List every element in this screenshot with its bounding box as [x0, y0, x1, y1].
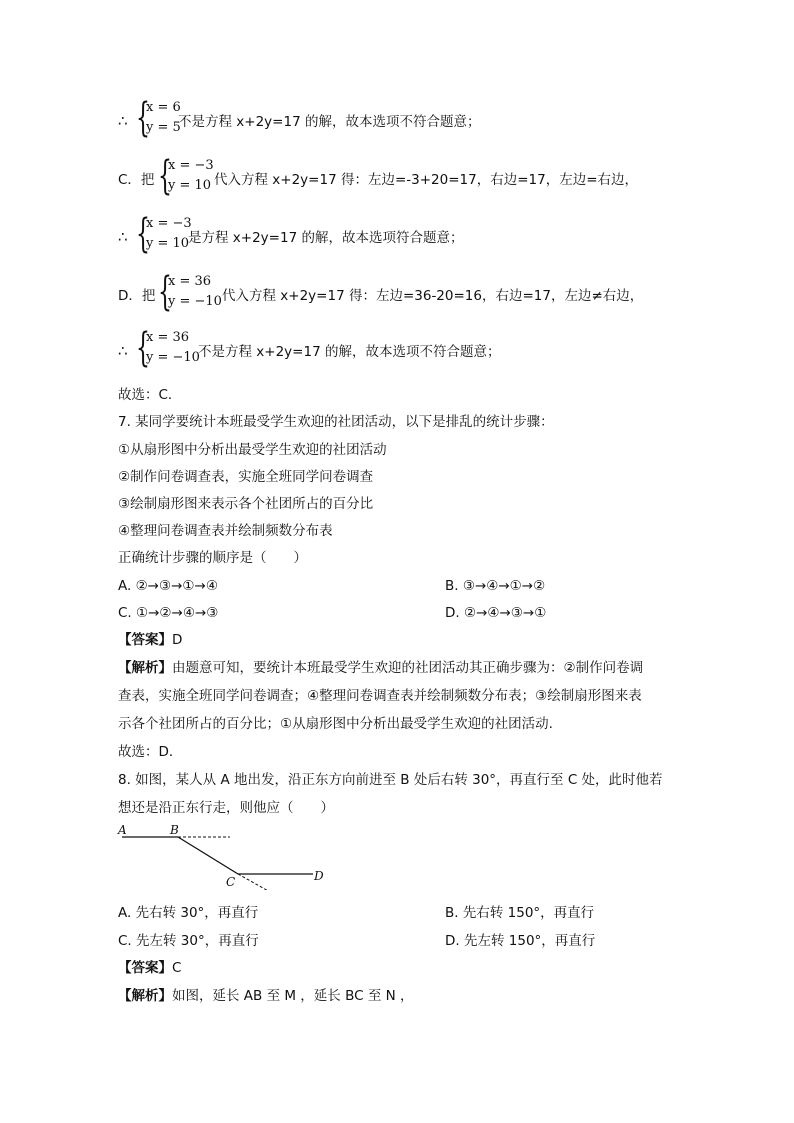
q6-d2-text: 不是方程 x+2y=17 的解，故本选项不符合题意；: [198, 344, 501, 360]
q8-option-b: B. 先右转 150°，再直行: [445, 905, 595, 921]
analysis-text: 如图，延长 AB 至 M ，延长 BC 至 N ，: [172, 988, 414, 1004]
equation-x: x = 6: [146, 100, 181, 115]
segment-bc: [178, 837, 238, 874]
answer-value: D: [172, 632, 183, 648]
equation-y: y = −10: [168, 294, 222, 309]
answer-label: 【答案】: [118, 632, 172, 648]
q7-option-b: B. ③→④→①→②: [445, 578, 546, 594]
q8-stem-1: 8. 如图，某人从 A 地出发，沿正东方向前进至 B 处后右转 30°，再直行至 C 处，此时他若: [118, 772, 663, 788]
q7-analysis-2: 查表，实施全班同学问卷调查；④整理问卷调查表并绘制频数分布表；③绘制扇形图来表: [118, 688, 642, 704]
q7-step-4: ④整理问卷调查表并绘制频数分布表: [118, 523, 333, 539]
brace: {: [136, 95, 150, 141]
q7-option-d: D. ②→④→③→①: [445, 605, 547, 621]
label-d: D: [314, 869, 324, 883]
therefore-symbol: ∴: [118, 342, 128, 360]
equation-x: x = 36: [146, 330, 190, 345]
q7-ask: 正确统计步骤的顺序是（ ）: [118, 550, 307, 566]
extension-cn: [238, 874, 272, 890]
q8-option-d: D. 先左转 150°，再直行: [445, 933, 596, 949]
q8-analysis: [118, 986, 414, 1006]
brace: {: [136, 211, 150, 257]
q8-option-c: C. 先左转 30°，再直行: [118, 933, 259, 949]
q7-choice: 故选：D．: [118, 744, 183, 760]
analysis-text: 由题意可知，要统计本班最受学生欢迎的社团活动其正确步骤为：②制作问卷调: [172, 660, 644, 676]
q6-c2-text: 是方程 x+2y=17 的解，故本选项符合题意；: [188, 230, 464, 246]
q6-d-text: 代入方程 x+2y=17 得：左边=36-20=16，右边=17，左边≠右边，: [222, 288, 644, 304]
q7-answer: [118, 630, 182, 650]
equation-y: y = 5: [146, 120, 181, 135]
q8-figure: [116, 820, 356, 890]
q8-option-a: A. 先右转 30°，再直行: [118, 905, 259, 921]
analysis-label: 【解析】: [118, 660, 172, 676]
equation-y: y = 10: [146, 236, 190, 251]
q8-stem-2: 想还是沿正东行走，则他应（ ）: [118, 800, 334, 816]
q7-analysis-1: [118, 658, 643, 678]
brace: {: [136, 325, 150, 371]
brace: {: [158, 153, 172, 199]
q6-c-text: 代入方程 x+2y=17 得：左边=-3+20=17，右边=17，左边=右边，: [214, 172, 639, 188]
equation-y: y = −10: [146, 350, 200, 365]
label-a: A: [118, 823, 127, 837]
analysis-label: 【解析】: [118, 988, 172, 1004]
answer-value: C: [172, 960, 182, 976]
equation-x: x = 36: [168, 274, 212, 289]
q7-step-3: ③绘制扇形图来表示各个社团所占的百分比: [118, 496, 374, 512]
q8-answer: [118, 958, 181, 978]
label-c: C: [226, 875, 236, 889]
q7-analysis-3: 示各个社团所占的百分比；①从扇形图中分析出最受学生欢迎的社团活动.: [118, 716, 553, 732]
answer-label: 【答案】: [118, 960, 172, 976]
q7-stem: 7. 某同学要统计本班最受学生欢迎的社团活动，以下是排乱的统计步骤：: [118, 414, 554, 430]
equation-x: x = −3: [168, 158, 214, 173]
label-b: B: [170, 823, 179, 837]
q7-option-a: A. ②→③→①→④: [118, 578, 218, 594]
brace: {: [158, 269, 172, 315]
q7-option-c: C. ①→②→④→③: [118, 605, 219, 621]
q6-c-prefix: C．把: [118, 172, 155, 188]
q6-b-text: 不是方程 x+2y=17 的解，故本选项不符合题意；: [178, 114, 481, 130]
equation-y: y = 10: [168, 178, 212, 193]
q6-d-prefix: D．把: [118, 288, 156, 304]
therefore-symbol: ∴: [118, 112, 128, 130]
q6-choice: 故选：C．: [118, 387, 182, 403]
q7-step-1: ①从扇形图中分析出最受学生欢迎的社团活动: [118, 442, 387, 458]
therefore-symbol: ∴: [118, 228, 128, 246]
q7-step-2: ②制作问卷调查表，实施全班同学问卷调查: [118, 469, 374, 485]
equation-x: x = −3: [146, 216, 192, 231]
